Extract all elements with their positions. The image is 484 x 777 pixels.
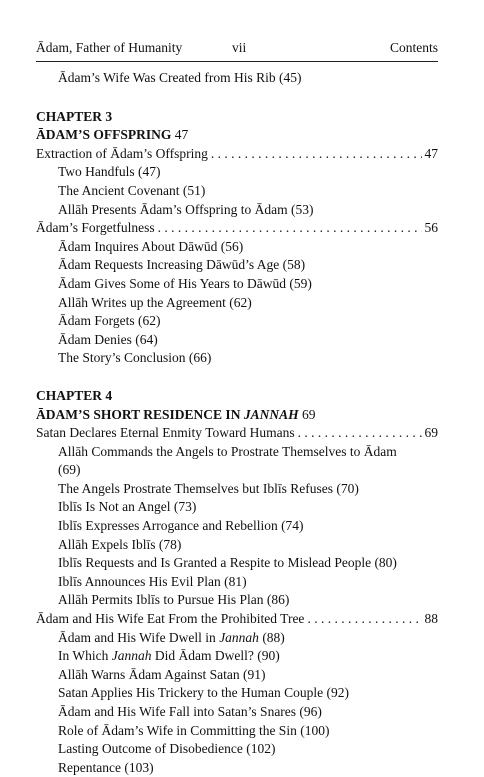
leader-dots (307, 610, 421, 629)
header-book-title: Ādam, Father of Humanity (36, 40, 183, 55)
section-title: Satan Declares Eternal Enmity Toward Humans (36, 425, 295, 441)
chapter-title-italic: JANNAH (243, 406, 299, 422)
toc-entry: Repentance (103) (58, 759, 154, 775)
leader-dots (298, 424, 422, 443)
toc-entry: Allāh Commands the Angels to Prostrate Themselves to Ādam (58, 443, 397, 459)
toc-entry: The Story’s Conclusion (66) (58, 350, 212, 366)
header-rule (36, 61, 438, 62)
toc-entry: Ādam Inquires About Dāwūd (56) (58, 238, 244, 254)
entry-italic: Jannah (111, 648, 152, 664)
toc-entry: The Angels Prostrate Themselves but Iblīs Refuses (70) (58, 480, 359, 496)
toc-entry (36, 629, 438, 648)
toc-entry: Iblīs Expresses Arrogance and Rebellion (74) (58, 518, 304, 534)
header-section-name: Contents (389, 40, 438, 55)
toc-section (36, 145, 438, 164)
toc-entry: Ādam Requests Increasing Dāwūd’s Age (58) (58, 257, 306, 273)
section-title: Extraction of Ādam’s Offspring (36, 145, 208, 161)
chapter-label: CHAPTER 3 (36, 108, 113, 124)
toc-entry: Ādam and His Wife Fall into Satan’s Snares (96) (58, 704, 322, 719)
toc-entry: Ādam Gives Some of His Years to Dāwūd (59) (58, 275, 312, 291)
table-of-contents (36, 69, 438, 777)
chapter-title (36, 126, 438, 145)
chapter-label: CHAPTER 4 (36, 387, 113, 403)
toc-section (36, 424, 438, 443)
toc-entry: Iblīs Requests and Is Granted a Respite to Mislead People (80) (58, 555, 397, 571)
toc-section (36, 610, 438, 629)
running-header (36, 40, 438, 58)
section-page: 47 (424, 145, 438, 161)
toc-entry: The Ancient Covenant (51) (58, 182, 206, 198)
toc-entry: Iblīs Announces His Evil Plan (81) (58, 573, 247, 589)
chapter-title (36, 406, 438, 425)
toc-entry: Ādam’s Wife Was Created from His Rib (45) (58, 70, 302, 85)
section-title: Ādam’s Forgetfulness (36, 220, 155, 236)
toc-entry-continuation: (69) (58, 462, 81, 478)
chapter-page: 69 (301, 406, 316, 422)
entry-text: Did Ādam Dwell? (90) (151, 648, 280, 664)
toc-entry: Ādam Forgets (62) (58, 313, 161, 329)
toc-entry: Ādam Denies (64) (58, 331, 158, 347)
entry-text: Ādam and His Wife Dwell in (58, 629, 220, 645)
chapter-title-text: ĀDAM’S SHORT RESIDENCE IN (36, 406, 244, 422)
toc-entry: Allāh Presents Ādam’s Offspring to Ādam (53) (58, 201, 314, 217)
toc-entry: Lasting Outcome of Disobedience (102) (58, 741, 276, 757)
section-page: 69 (424, 425, 438, 441)
chapter-page: 47 (174, 127, 189, 143)
chapter-title-text: ĀDAM’S OFFSPRING (36, 127, 172, 143)
section-page: 88 (424, 611, 438, 627)
section-title: Ādam and His Wife Eat From the Prohibited Tree (36, 611, 305, 627)
toc-section (36, 219, 438, 238)
toc-entry: Allāh Expels Iblīs (78) (58, 536, 182, 552)
section-page: 56 (424, 220, 438, 236)
entry-text: (88) (258, 629, 285, 645)
leader-dots (158, 219, 422, 238)
toc-entry: Iblīs Is Not an Angel (73) (58, 499, 197, 515)
entry-text: In Which (58, 648, 112, 664)
toc-entry: Allāh Writes up the Agreement (62) (58, 294, 252, 310)
toc-entry: Two Handfuls (47) (58, 164, 161, 180)
toc-entry: Allāh Permits Iblīs to Pursue His Plan (86) (58, 592, 290, 608)
toc-entry: Satan Applies His Trickery to the Human Couple (92) (58, 685, 349, 701)
toc-entry: Allāh Warns Ādam Against Satan (91) (58, 666, 266, 682)
toc-entry (36, 647, 438, 666)
leader-dots (211, 145, 422, 164)
header-page-number: vii (232, 40, 247, 55)
toc-entry: Role of Ādam’s Wife in Committing the Sin (100) (58, 722, 330, 738)
entry-italic: Jannah (219, 629, 259, 645)
